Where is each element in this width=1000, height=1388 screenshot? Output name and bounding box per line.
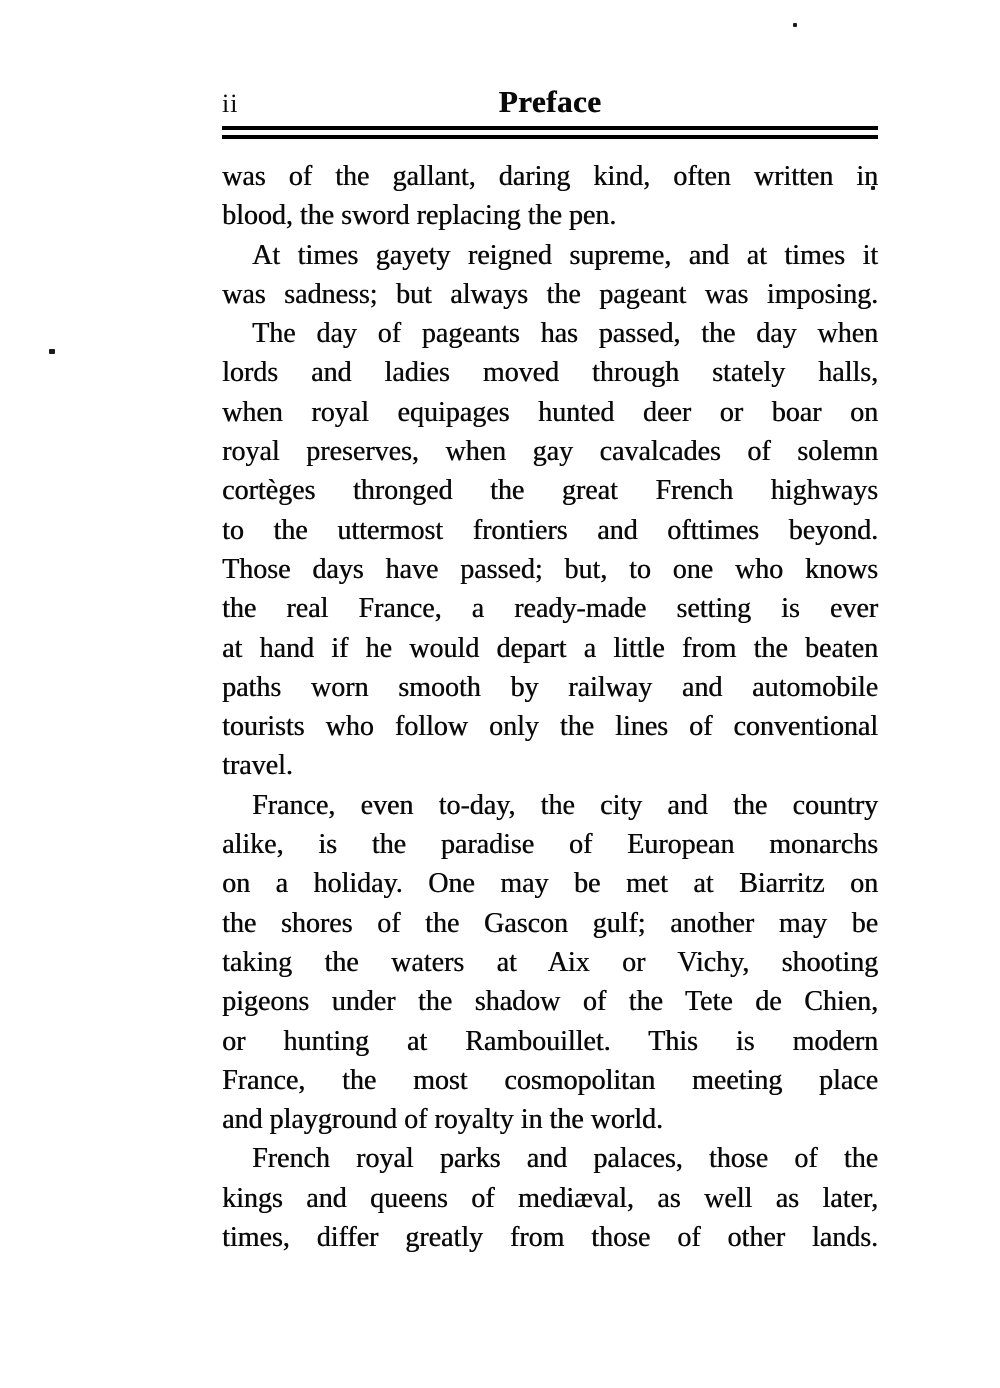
text-line: kings and queens of mediæval, as well as later, bbox=[222, 1182, 878, 1214]
text-line: was of the gallant, daring kind, often written in bbox=[222, 161, 878, 192]
text-line: was sadness; but always the pageant was imposing. bbox=[222, 278, 878, 310]
text-line: on a holiday. One may be met at Biarritz on bbox=[222, 868, 878, 900]
text-line: The day of pageants has passed, the day when bbox=[252, 318, 878, 350]
text-line: Those days have passed; but, to one who knows bbox=[222, 553, 878, 585]
text-line: the shores of the Gascon gulf; another may be bbox=[222, 907, 878, 939]
text-line: at hand if he would depart a little from the beaten bbox=[222, 632, 878, 664]
text-line: lords and ladies moved through stately halls, bbox=[222, 357, 878, 389]
text-line: paths worn smooth by railway and automobile bbox=[222, 671, 878, 703]
text-line: pigeons under the shadow of the Tete de Chien, bbox=[222, 986, 878, 1018]
text-line: French royal parks and palaces, those of the bbox=[252, 1143, 878, 1175]
text-line: royal preserves, when gay cavalcades of solemn bbox=[222, 436, 878, 468]
text-line: when royal equipages hunted deer or boar on bbox=[222, 396, 878, 428]
text-line: the real France, a ready-made setting is ever bbox=[222, 593, 878, 625]
scan-speck bbox=[49, 349, 55, 354]
text-line: tourists who follow only the lines of conventional bbox=[222, 711, 878, 743]
page-body bbox=[222, 157, 878, 1257]
text-line: France, the most cosmopolitan meeting place bbox=[222, 1064, 878, 1096]
text-line: At times gayety reigned supreme, and at times it bbox=[252, 239, 878, 271]
text-line: taking the waters at Aix or Vichy, shooting bbox=[222, 946, 878, 978]
double-rule bbox=[222, 126, 878, 139]
running-header bbox=[222, 0, 878, 118]
text-column bbox=[222, 0, 878, 1257]
text-line: blood, the sword replacing the pen. bbox=[222, 200, 617, 232]
text-line: France, even to-day, the city and the country bbox=[252, 789, 878, 821]
text-line: to the uttermost frontiers and ofttimes beyond. bbox=[222, 514, 878, 546]
text-line: alike, is the paradise of European monarchs bbox=[222, 829, 878, 861]
text-line: times, differ greatly from those of other lands. bbox=[222, 1222, 878, 1254]
text-line: cortèges thronged the great French highways bbox=[222, 475, 878, 507]
page-number: ii bbox=[222, 89, 239, 118]
text-line: or hunting at Rambouillet. This is modern bbox=[222, 1025, 878, 1057]
text-line: and playground of royalty in the world. bbox=[222, 1104, 663, 1136]
text-line: travel. bbox=[222, 750, 293, 782]
page-title: Preface bbox=[498, 84, 602, 119]
